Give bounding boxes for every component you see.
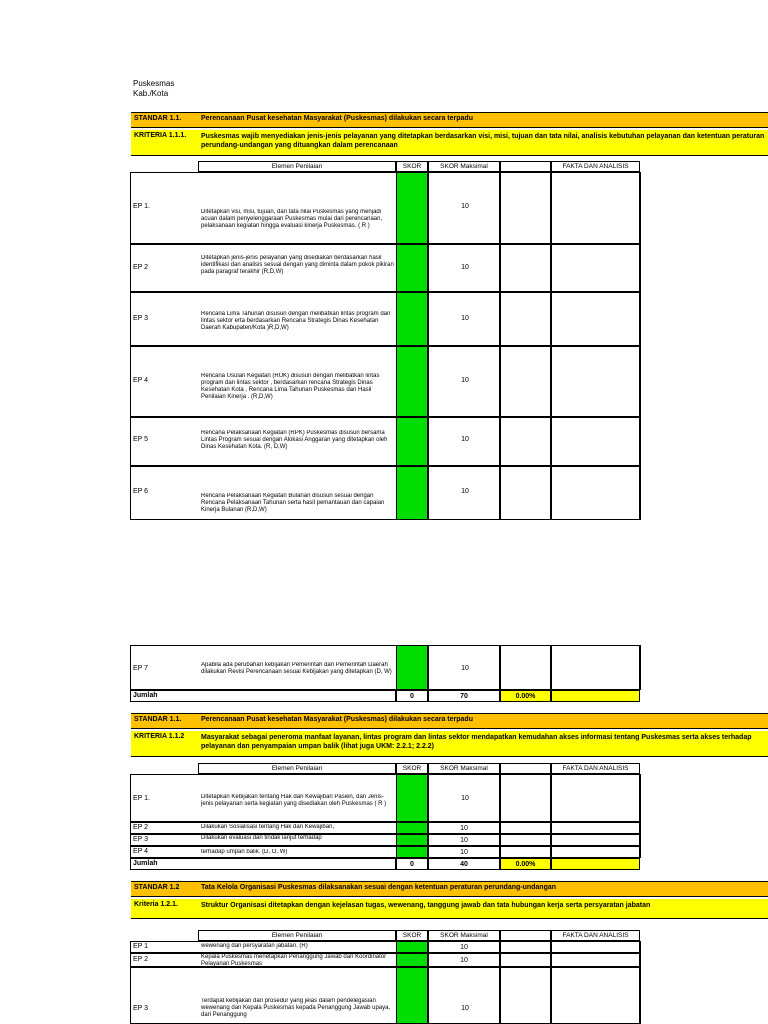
ep-label: EP 3 [133, 315, 149, 322]
ep-label: EP 6 [133, 488, 149, 495]
kriteria-band-3 [131, 899, 768, 919]
col-fakta-header: FAKTA DAN ANALISIS [551, 763, 640, 774]
skor-input-cell[interactable] [396, 774, 428, 822]
skor-maks-cell [428, 967, 500, 1024]
skor-maks-value: 10 [461, 436, 469, 443]
ep-description: Rencana Pelaksanaan Kegiatan (RPK) Puskesmas disusun bersama Lintas Program sesuai dengan Alokasi Anggaran yang ditetapkan oleh Dinas Kesehatan Kota. (R, D,W) [201, 430, 388, 450]
total-label-cell [130, 690, 396, 702]
ep-label: EP 5 [133, 436, 149, 443]
ep-description: wewenang dan persyaratan jabatan. (R) [201, 943, 308, 949]
skor-input-cell[interactable] [396, 292, 428, 346]
skor-maks-value: 10 [461, 795, 469, 802]
blank-cell [500, 953, 551, 967]
skor-maks-value: 10 [428, 846, 500, 858]
ep-label: EP 4 [133, 848, 149, 855]
col-elemen-header: Elemen Penilaian [198, 763, 396, 774]
fakta-cell[interactable] [551, 292, 640, 346]
fakta-cell[interactable] [551, 822, 640, 834]
fakta-cell[interactable] [551, 774, 640, 822]
skor-input-cell[interactable] [396, 967, 428, 1024]
blank-cell [500, 645, 551, 690]
kriteria-code: KRITERIA 1.1.2 [134, 733, 185, 740]
ep-label: EP 3 [133, 1005, 149, 1012]
col-blank-header [500, 763, 551, 774]
skor-maks-value: 10 [428, 941, 500, 953]
ep-description: Ditetapkan Kebijakan tentang Hak dan Kewajiban Pasien, dan Jenis-jenis pelayanan serta kegiatan yang disediakan oleh Puskesmas ( R ) [201, 794, 387, 807]
ep-description: Dilakukan evaluasi dan tindak lanjut terhadap [201, 835, 322, 841]
standar-code: STANDAR 1.2 [134, 884, 180, 891]
total-skor: 0 [396, 858, 428, 870]
ep-description: Ditetapkan visi, misi, tujuan, dan tata nilai Puskesmas yang menjadi acuan dalam penyelenggaraan Puskesmas mulai dari perencanaan, pelaksanaan kegiatan hingga evaluasi kinerja Puskesmas. ( R ) [201, 209, 383, 229]
ep-description: Terdapat kebijakan dan prosedur yang jelas dalam pendelegasian wewenang dan Kepala Puskesmas kepada Penanggung Jawab upaya, dari Penanggung [201, 998, 391, 1018]
standar-band-1 [131, 112, 768, 128]
skor-input-cell[interactable] [396, 172, 428, 244]
fakta-cell[interactable] [551, 846, 640, 858]
blank-cell [500, 466, 551, 520]
ep-description: Kepala Puskesmas menetapkan Penanggung Jawab dan Koordinator Pelayanan Puskesmas [201, 954, 387, 967]
kab-kota-label: Kab./Kota [133, 89, 169, 98]
blank-cell [500, 834, 551, 846]
blank-cell [500, 967, 551, 1024]
skor-input-cell[interactable] [396, 822, 428, 834]
fakta-cell[interactable] [551, 244, 640, 292]
skor-maks-value: 10 [461, 1005, 469, 1012]
ep-label: EP 2 [133, 824, 149, 831]
skor-input-cell[interactable] [396, 846, 428, 858]
total-fakta-cell [551, 690, 640, 702]
ep-description: Rencana Lima Tahunan disusun dengan melibatkan lintas program dan lintas sektor erta berdasarkan Rencana Strategis Dinas Kesehatan Daerah Kabupaten/Kota )R,D,W) [201, 311, 391, 331]
skor-maks-value: 10 [461, 665, 469, 672]
ep-label: EP 1. [133, 203, 150, 210]
standar-text: Perencanaan Pusat kesehatan Masyarakat (Puskesmas) dilakukan secara terpadu [201, 716, 473, 723]
skor-maks-value: 10 [428, 834, 500, 846]
fakta-cell[interactable] [551, 953, 640, 967]
col-skor-header: SKOR [396, 763, 428, 774]
skor-maks-value: 10 [428, 822, 500, 834]
ep-label: EP 4 [133, 377, 149, 384]
ep-description: Rencana Usulan Kegiatan (RUK) disusun dengan melibatkan lintas program dan lintas sektor , berdasarkan rencana Strategis Dinas Kesehatan Kota , Rencana Lima Tahunan Puskesmas dan Hasil Penilaian Kinerja . (R,D,W) [201, 373, 380, 400]
fakta-cell[interactable] [551, 941, 640, 953]
ep-label: EP 7 [133, 665, 149, 672]
blank-cell [500, 292, 551, 346]
kriteria-text: Masyarakat sebagai peneroma manfaat layanan, lintas program dan lintas sektor mendapatkan kemudahan akses informasi tentang Puskesmas serta akses terhadap pelayanan dan penyampaian umpan balik (lihat juga UKM: 2.2.1; 2.2.2) [201, 734, 752, 750]
standar-band-3 [131, 881, 768, 897]
col-fakta-header: FAKTA DAN ANALISIS [551, 930, 640, 941]
fakta-cell[interactable] [551, 967, 640, 1024]
fakta-cell[interactable] [551, 346, 640, 417]
blank-cell [500, 244, 551, 292]
total-percentage: 0.00% [500, 690, 551, 702]
standar-text: Perencanaan Pusat kesehatan Masyarakat (Puskesmas) dilakukan secara terpadu [201, 115, 473, 122]
skor-maks-value: 10 [461, 315, 469, 322]
skor-maks-value: 10 [428, 953, 500, 967]
col-skor-maks-header: SKOR Maksimal [428, 930, 500, 941]
col-skor-header: SKOR [396, 161, 428, 172]
skor-maks-value: 10 [461, 488, 469, 495]
fakta-cell[interactable] [551, 645, 640, 690]
kriteria-band-2 [131, 731, 768, 757]
total-max: 70 [428, 690, 500, 702]
ep-description: Rencana Pelaksanaan Kegiatan Bulanan disusun sesuai dengan Rencana Pelaksanaan Tahunan serta hasil pemantauan dan capaian Kinerja Bulanan (R,D,W) [201, 493, 385, 513]
ep-label: EP 1. [133, 795, 150, 802]
standar-code: STANDAR 1.1. [134, 115, 182, 122]
total-label: Jumlah [133, 692, 158, 699]
skor-input-cell[interactable] [396, 953, 428, 967]
ep-label: EP 2 [133, 956, 149, 963]
puskesmas-label: Puskesmas [133, 79, 175, 88]
skor-input-cell[interactable] [396, 417, 428, 466]
ep-label: EP 3 [133, 836, 149, 843]
standar-code: STANDAR 1.1. [134, 716, 182, 723]
skor-input-cell[interactable] [396, 466, 428, 520]
kriteria-text: Puskesmas wajib menyediakan jenis-jenis pelayanan yang ditetapkan berdasarkan visi, misi, tujuan dan tata nilai, analisis kebutuhan pelayanan dan ketentuan peraturan perundang-undangan yang dituangkan dalam perencanaan [201, 133, 765, 149]
blank-cell [500, 346, 551, 417]
blank-cell [500, 172, 551, 244]
total-label-cell [130, 858, 396, 870]
standar-text: Tata Kelola Organisasi Puskesmas dilaksanakan sesuai dengan ketentuan peraturan perundang-undangan [201, 884, 557, 891]
standar-band-2 [131, 713, 768, 729]
total-skor: 0 [396, 690, 428, 702]
ep-label: EP 1 [133, 943, 149, 950]
ep-description: Dilakukan Sosialisasi tentang Hak dan Kewajiban, [201, 824, 335, 830]
blank-cell [500, 846, 551, 858]
total-fakta-cell [551, 858, 640, 870]
ep-label: EP 2 [133, 264, 149, 271]
blank-cell [500, 822, 551, 834]
fakta-cell[interactable] [551, 834, 640, 846]
total-label: Jumlah [133, 860, 158, 867]
skor-input-cell[interactable] [396, 645, 428, 690]
col-elemen-header: Elemen Penilaian [198, 930, 396, 941]
kriteria-code: Kriteria 1.2.1. [134, 901, 178, 908]
skor-maks-value: 10 [461, 377, 469, 384]
ep-description: Apabila ada perubahan kebijakan Pemerintah dan Pemerintah Daerah dilakukan Revisi Perencanaan sesuai Kebijakan yang ditetapkan (D, W) [201, 662, 392, 675]
skor-input-cell[interactable] [396, 941, 428, 953]
col-blank-header [500, 161, 551, 172]
col-blank-header [500, 930, 551, 941]
ep-description: Ditetapkan jenis-jenis pelayanan yang disediakan berdasarkan hasil identifikasi dan analisis sesuai dengan yang diminta dalam pokok pikiran pada paragraf terakhir (R,D,W) [201, 255, 394, 275]
skor-input-cell[interactable] [396, 346, 428, 417]
fakta-cell[interactable] [551, 172, 640, 244]
blank-cell [500, 774, 551, 822]
total-percentage: 0.00% [500, 858, 551, 870]
col-fakta-header: FAKTA DAN ANALISIS [551, 161, 640, 172]
col-skor-header: SKOR [396, 930, 428, 941]
kriteria-code: KRITERIA 1.1.1. [134, 132, 187, 139]
kriteria-text: Struktur Organisasi ditetapkan dengan kejelasan tugas, wewenang, tanggung jawab dan tata hubungan kerja serta persyaratan jabatan [201, 902, 651, 909]
col-elemen-header: Elemen Penilaian [198, 161, 396, 172]
kriteria-band-1 [131, 130, 768, 156]
skor-input-cell[interactable] [396, 244, 428, 292]
blank-cell [500, 941, 551, 953]
fakta-cell[interactable] [551, 466, 640, 520]
total-max: 40 [428, 858, 500, 870]
skor-maks-value: 10 [461, 264, 469, 271]
col-skor-maks-header: SKOR Maksimal [428, 763, 500, 774]
skor-maks-value: 10 [461, 203, 469, 210]
col-skor-maks-header: SKOR Maksimal [428, 161, 500, 172]
skor-input-cell[interactable] [396, 834, 428, 846]
fakta-cell[interactable] [551, 417, 640, 466]
blank-cell [500, 417, 551, 466]
ep-description: terhadap umpan balik. (D, O, W) [201, 849, 288, 855]
